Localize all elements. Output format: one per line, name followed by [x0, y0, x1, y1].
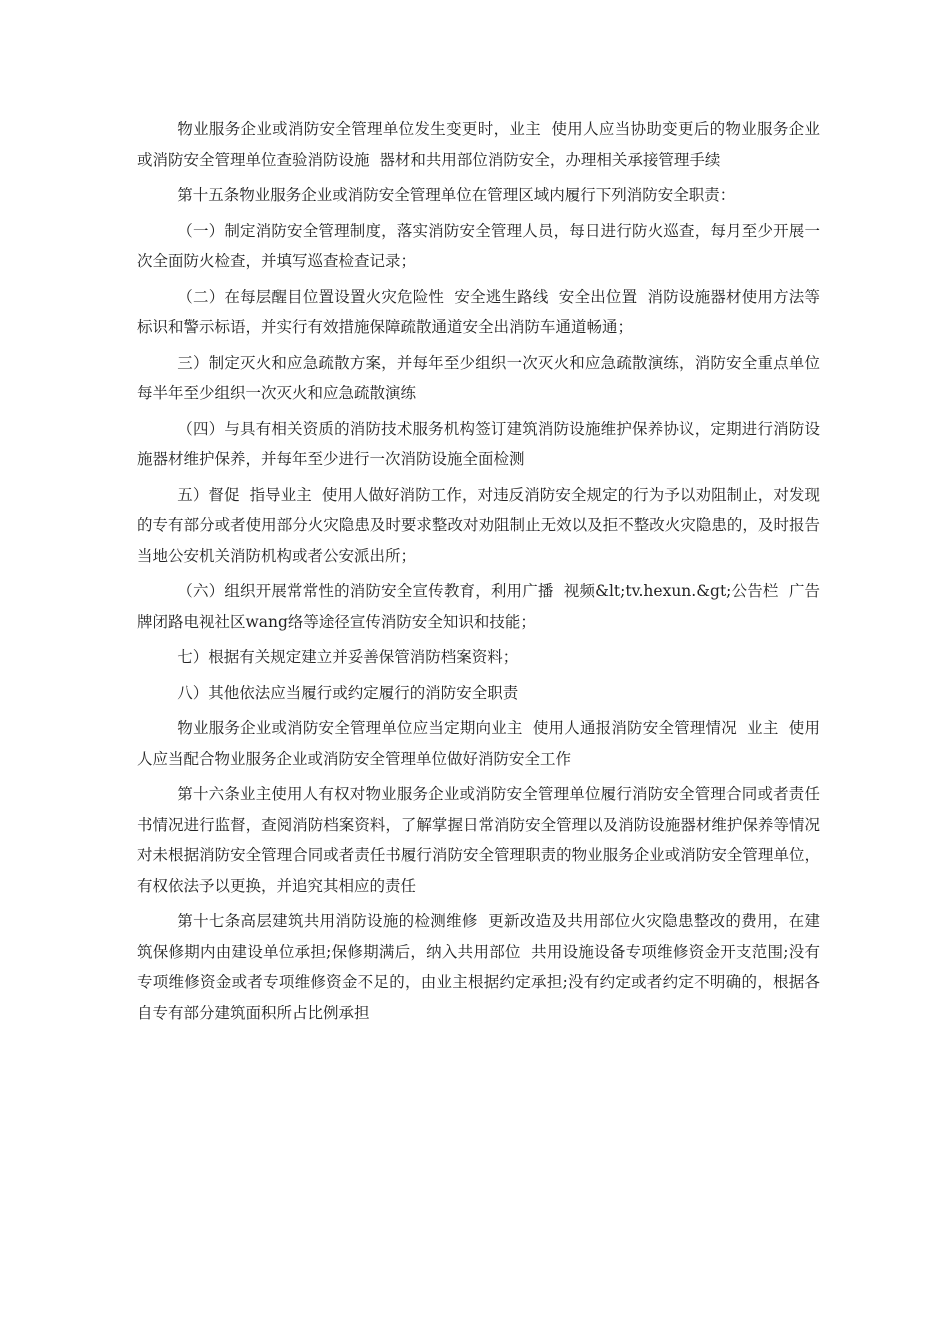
- paragraph-property-change: 物业服务企业或消防安全管理单位发生变更时，业主 使用人应当协助变更后的物业服务企业或消防安全管理单位查验消防设施 器材和共用部位消防安全，办理相关承接管理手续: [137, 120, 820, 169]
- paragraph-item-6: （六）组织开展常常性的消防安全宣传教育，利用广播 视频&lt;tv.hexun.&gt;公告栏 广告牌闭路电视社区wang络等途径宣传消防安全知识和技能；: [137, 582, 820, 631]
- document-page: [137, 114, 820, 1033]
- paragraph-report-duty: 物业服务企业或消防安全管理单位应当定期向业主 使用人通报消防安全管理情况 业主 使用人应当配合物业服务企业或消防安全管理单位做好消防安全工作: [137, 719, 820, 768]
- paragraph-article-15: 第十五条物业服务企业或消防安全管理单位在管理区域内履行下列消防安全职责：: [177, 186, 736, 204]
- paragraph-item-3: 三）制定灭火和应急疏散方案，并每年至少组织一次灭火和应急疏散演练，消防安全重点单位每半年至少组织一次灭火和应急疏散演练: [137, 353, 820, 402]
- paragraph-item-1: （一）制定消防安全管理制度，落实消防安全管理人员，每日进行防火巡查，每月至少开展一次全面防火检查，并填写巡查检查记录；: [137, 221, 820, 270]
- paragraph-article-16: 第十六条业主使用人有权对物业服务企业或消防安全管理单位履行消防安全管理合同或者责任书情况进行监督，查阅消防档案资料，了解掌握日常消防安全管理以及消防设施器材维护保养等情况对未根据消防安全管理合同或者责任书履行消防安全管理职责的物业服务企业或消防安全管理单位，有权依法予以更换，并追究其相应的责任: [137, 785, 820, 895]
- paragraph-item-7: 七）根据有关规定建立并妥善保管消防档案资料；: [177, 648, 519, 666]
- paragraph-item-5: 五）督促 指导业主 使用人做好消防工作，对违反消防安全规定的行为予以劝阻制止，对发现的专有部分或者使用部分火灾隐患及时要求整改对劝阻制止无效以及拒不整改火灾隐患的，及时报告当地公安机关消防机构或者公安派出所；: [137, 485, 820, 565]
- paragraph-item-8: 八）其他依法应当履行或约定履行的消防安全职责: [177, 683, 519, 702]
- paragraph-item-2: （二）在每层醒目位置设置火灾危险性 安全逃生路线 安全出位置 消防设施器材使用方法等标识和警示标语，并实行有效措施保障疏散通道安全出消防车通道畅通；: [137, 287, 820, 336]
- paragraph-item-4: （四）与具有相关资质的消防技术服务机构签订建筑消防设施维护保养协议，定期进行消防设施器材维护保养，并每年至少进行一次消防设施全面检测: [137, 419, 820, 468]
- paragraph-article-17: 第十七条高层建筑共用消防设施的检测维修 更新改造及共用部位火灾隐患整改的费用，在建筑保修期内由建设单位承担;保修期满后，纳入共用部位 共用设施设备专项维修资金开支范围;没有专项维修资金或者专项维修资金不足的，由业主根据约定承担;没有约定或者约定不明确的，根据各自专有部分建筑面积所占比例承担: [137, 912, 820, 1022]
